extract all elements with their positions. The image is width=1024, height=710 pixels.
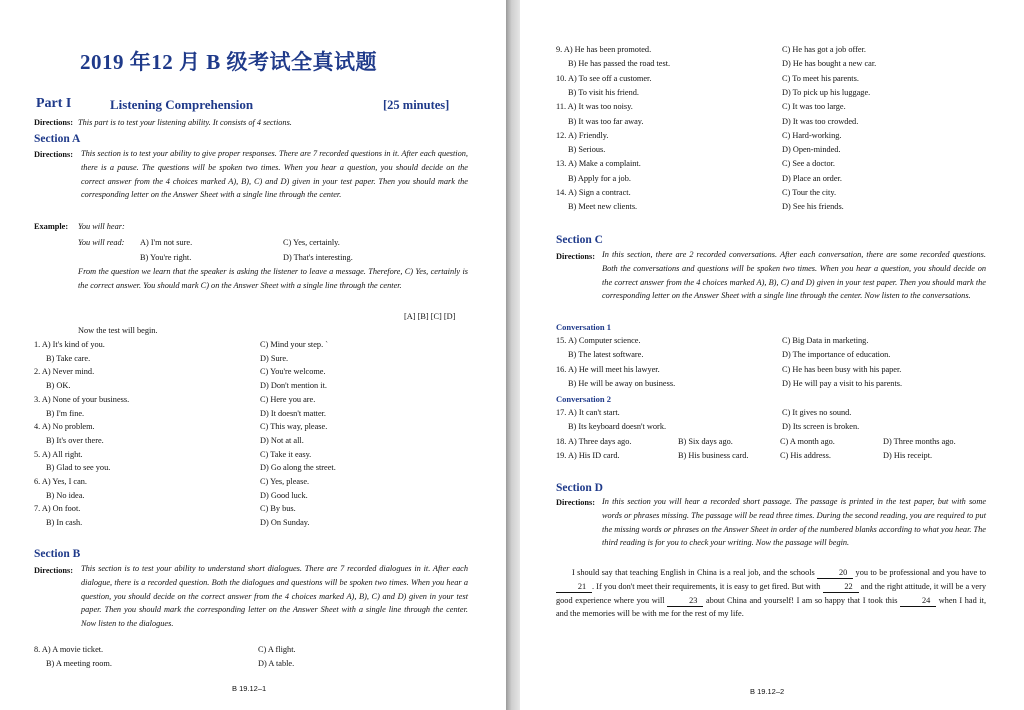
conversation-2-question-1-option-b: B) Its keyboard doesn't work. [568, 422, 667, 432]
example-option-c: C) Yes, certainly. [283, 238, 340, 247]
section-c-directions-label: Directions: [556, 252, 596, 261]
conversation-1-question-1-option-b: B) The latest software. [568, 350, 644, 360]
page-1 [0, 0, 506, 710]
conversation-1-question-2-option-a: 16. A) He will meet his lawyer. [556, 364, 660, 374]
section-b-question-r-3-option-b: B) It was too far away. [568, 116, 644, 126]
conversation-1-question-2-option-d: D) He will pay a visit to his parents. [782, 378, 903, 388]
blank-22[interactable]: 22 [823, 582, 859, 593]
section-a-question-7-option-d: D) On Sunday. [260, 518, 310, 528]
example-hear: You will hear: [78, 222, 125, 231]
part-name: Listening Comprehension [110, 97, 254, 112]
section-b-question-r-4-option-b: B) Serious. [568, 145, 606, 155]
example-option-d: D) That's interesting. [283, 253, 353, 262]
section-a-question-7-option-a: 7. A) On foot. [34, 504, 81, 514]
section-d-heading: Section D [556, 482, 603, 494]
section-b-question-r-1-option-c: C) He has got a job offer. [782, 45, 866, 54]
section-d-passage [556, 566, 986, 621]
q18-option-c: C) A month ago. [780, 437, 835, 446]
section-c-heading: Section C [556, 234, 603, 246]
section-b-question-r-3-option-d: D) It was too crowded. [782, 116, 859, 126]
section-a-question-2-option-a: 2. A) Never mind. [34, 367, 95, 377]
conversation-2-question-1-option-c: C) It gives no sound. [782, 408, 852, 417]
q19-option-d: D) His receipt. [883, 451, 933, 460]
section-b-question-r-5-option-c: C) See a doctor. [782, 159, 835, 169]
section-b-question-r-6-option-b: B) Meet new clients. [568, 202, 638, 212]
passage-text-3: . If you don't meet their requirements, it is easy to get fired. But with [592, 581, 821, 591]
blank-20[interactable]: 20 [817, 568, 853, 579]
blank-23[interactable]: 23 [667, 596, 703, 607]
section-b-question-r-3-option-c: C) It was too large. [782, 102, 846, 112]
answer-mark-example: [A] [B] [C] [D] [404, 312, 456, 321]
section-b-question-r-2-option-c: C) To meet his parents. [782, 73, 859, 83]
conversation-2-question-1-option-a: 17. A) It can't start. [556, 408, 620, 417]
conversation-1-question-2-option-c: C) He has been busy with his paper. [782, 364, 902, 374]
section-a-question-6-option-b: B) No idea. [46, 490, 85, 500]
conversation-1-label: Conversation 1 [556, 322, 612, 332]
section-a-question-4-option-d: D) Not at all. [260, 435, 304, 445]
conversation-2-question-1-option-d: D) Its screen is broken. [782, 422, 860, 432]
section-a-question-2-option-b: B) OK. [46, 381, 71, 391]
q19-option-c: C) His address. [780, 451, 831, 460]
example-option-a: A) I'm not sure. [140, 238, 193, 247]
test-begin-line: Now the test will begin. [78, 326, 158, 335]
conversation-1-question-1-option-d: D) The importance of education. [782, 350, 891, 360]
conversation-1-question-2-option-b: B) He will be away on business. [568, 378, 676, 388]
section-a-question-3-option-a: 3. A) None of your business. [34, 394, 130, 404]
section-b-question-r-5-option-b: B) Apply for a job. [568, 173, 631, 183]
section-a-question-4-option-b: B) It's over there. [46, 435, 104, 445]
conversation-1-question-1-option-c: C) Big Data in marketing. [782, 336, 869, 345]
section-a-question-7-option-c: C) By bus. [260, 504, 296, 514]
q19-option-b: B) His business card. [678, 451, 749, 460]
section-b-question-r-6-option-a: 14. A) Sign a contract. [556, 188, 631, 197]
page-footer-right: B 19.12–2 [750, 687, 785, 696]
part-time: [25 minutes] [383, 98, 450, 112]
section-a-question-1-option-d: D) Sure. [260, 353, 289, 363]
section-a-question-4-option-a: 4. A) No problem. [34, 422, 95, 432]
section-a-question-6-option-d: D) Good luck. [260, 490, 308, 500]
section-b-question-r-2-option-b: B) To visit his friend. [568, 87, 639, 97]
section-a-question-6-option-a: 6. A) Yes, I can. [34, 477, 88, 486]
passage-text-5: about China and yourself! I am so happy that I took this [705, 595, 898, 605]
q18-option-b: B) Six days ago. [678, 437, 733, 446]
section-a-question-5-option-a: 5. A) All right. [34, 449, 83, 459]
document-title: 2019 年12 月 B 级考试全真试题 [80, 50, 378, 74]
part-directions: This part is to test your listening ability. It consists of 4 sections. [78, 118, 292, 127]
section-a-question-1-option-a: 1. A) It's kind of you. [34, 340, 105, 349]
passage-text-2: you to be professional and you have to [855, 568, 987, 577]
section-b-directions-label: Directions: [34, 566, 74, 575]
section-b-question-r-4-option-c: C) Hard-working. [782, 130, 842, 140]
section-b-question-r-3-option-a: 11. A) It was too noisy. [556, 102, 633, 112]
page-gutter [506, 0, 520, 710]
section-b-directions: This section is to test your ability to understand short dialogues. There are 7 recorded dialogues in it. After each dialogue, there is a recorded question. Both the dialogues and questions will be spoken two times. When you hear a question, you should decide on the correct answer from the 4 choices marked A), B), C) and D) given in your test paper. Then you should mark the corresponding letter on the Answer Sheet with a single line through the center. Now listen to the dialogues. [81, 564, 468, 629]
section-a-question-6-option-c: C) Yes, please. [260, 477, 310, 486]
section-b-heading: Section B [34, 548, 81, 560]
section-c-directions: In this section, there are 2 recorded conversations. After each conversation, there are some recorded questions. Both the conversations and questions will be spoken two times. When you hear a question, you should decide on the correct answer from the 4 choices marked A), B), C) and D) given in your test paper. Then you should mark the corresponding letter on the Answer Sheet with a single line through the center. Now listen to the conversations. [602, 250, 986, 301]
section-b-question-r-5-option-d: D) Place an order. [782, 173, 842, 183]
section-b-question-r-6-option-d: D) See his friends. [782, 202, 844, 212]
section-b-question-r-6-option-c: C) Tour the city. [782, 188, 837, 197]
page-2 [520, 0, 1024, 710]
section-a-question-3-option-d: D) It doesn't matter. [260, 408, 327, 418]
passage-text-1: I should say that teaching English in China is a real job, and the schools [572, 568, 815, 577]
section-a-question-5-option-c: C) Take it easy. [260, 449, 312, 459]
section-a-question-3-option-c: C) Here you are. [260, 394, 316, 404]
example-explanation: From the question we learn that the speaker is asking the listener to leave a message. Therefore, C) Yes, certainly is the correct answer. You should mark C) on the Answer Sheet with a single line through the center. [78, 267, 468, 290]
section-b-question-r-1-option-d: D) He has bought a new car. [782, 59, 877, 69]
section-b-question-1-option-a: 8. A) A movie ticket. [34, 645, 104, 654]
section-a-heading: Section A [34, 133, 81, 145]
section-b-question-r-1-option-b: B) He has passed the road test. [568, 59, 671, 69]
part-label: Part I [36, 96, 72, 111]
section-b-question-r-5-option-a: 13. A) Make a complaint. [556, 159, 641, 169]
section-a-question-1-option-c: C) Mind your step. ` [260, 340, 328, 349]
section-a-question-5-option-d: D) Go along the street. [260, 463, 336, 473]
section-a-question-4-option-c: C) This way, please. [260, 422, 328, 432]
section-d-directions: In this section you will hear a recorded short passage. The passage is printed in the test paper, but with some words or phrases missing. The passage will be read three times. During the second reading, you are required to put the missing words or phrases on the Answer Sheet in order of the numbered blanks according to what you hear. The third reading is for you to check your writing. Now the passage will begin. [602, 497, 986, 548]
section-a-directions: This section is to test your ability to give proper responses. There are 7 recorded questions in it. After each question, there is a pause. The questions will be spoken two times. When you hear a question, you should decide on the correct answer from the 4 choices marked A), B), C) and D) given in your test paper. Then you should mark the corresponding letter on the Answer Sheet with a single line through the center. [81, 149, 468, 200]
section-a-question-2-option-d: D) Don't mention it. [260, 381, 327, 391]
q18-option-a: 18. A) Three days ago. [556, 437, 632, 446]
section-a-question-1-option-b: B) Take care. [46, 353, 91, 363]
example-read-label: You will read: [78, 238, 125, 247]
section-b-question-r-1-option-a: 9. A) He has been promoted. [556, 45, 652, 54]
section-b-question-r-4-option-d: D) Open-minded. [782, 145, 841, 155]
section-a-question-3-option-b: B) I'm fine. [46, 408, 85, 418]
example-label: Example: [34, 222, 69, 231]
blank-24[interactable]: 24 [900, 596, 936, 607]
q19-option-a: 19. A) His ID card. [556, 451, 620, 460]
section-b-question-r-2-option-d: D) To pick up his luggage. [782, 87, 871, 97]
q18-option-d: D) Three months ago. [883, 437, 956, 446]
section-b-question-r-2-option-a: 10. A) To see off a customer. [556, 73, 652, 83]
part-directions-label: Directions: [34, 118, 74, 127]
example-option-b: B) You're right. [140, 253, 192, 262]
conversation-1-question-1-option-a: 15. A) Computer science. [556, 336, 641, 345]
page-footer-left: B 19.12–1 [232, 684, 267, 693]
section-a-question-2-option-c: C) You're welcome. [260, 367, 326, 377]
section-b-question-r-4-option-a: 12. A) Friendly. [556, 130, 609, 140]
conversation-2-label: Conversation 2 [556, 394, 612, 404]
section-b-question-1-option-b: B) A meeting room. [46, 658, 112, 668]
section-a-directions-label: Directions: [34, 150, 74, 159]
passage-text-4: and the right attitude, it will be a very good experience where you will [556, 581, 986, 605]
section-b-question-1-option-d: D) A table. [258, 658, 295, 668]
section-b-question-1-option-c: C) A flight. [258, 645, 296, 654]
section-a-question-7-option-b: B) In cash. [46, 518, 83, 528]
blank-21[interactable]: 21 [556, 582, 592, 593]
passage-text-6: when I had it, and the memories will be with me for the rest of my life. [556, 595, 987, 619]
section-d-directions-label: Directions: [556, 498, 596, 507]
section-a-question-5-option-b: B) Glad to see you. [46, 463, 111, 473]
